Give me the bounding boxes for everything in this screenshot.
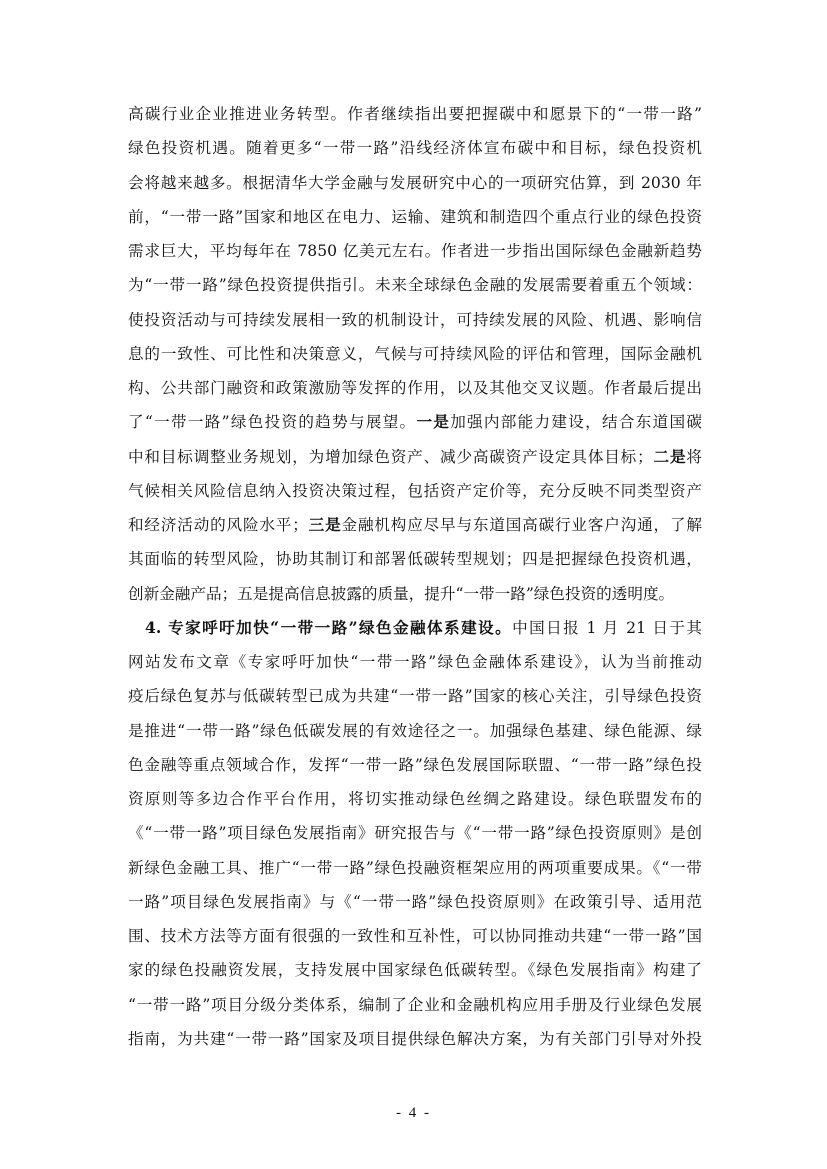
text-line: 色金融等重点领域合作，发挥“一带一路”绿色发展国际联盟、“一带一路”绿色投	[128, 755, 702, 774]
bold-lead: 二是	[652, 446, 687, 466]
page-number: - 4 -	[396, 1105, 431, 1121]
text-line: 资原则等多边合作平台作用，将切实推动绿色丝绸之路建设。绿色联盟发布的	[128, 790, 702, 808]
text-line: 使投资活动与可持续发展相一致的机制设计，可持续发展的风险、机遇、影响信	[128, 310, 702, 329]
text-line: 是推进“一带一路”绿色低碳发展的有效途径之一。加强绿色基建、绿色能源、绿	[128, 721, 702, 740]
section-heading: 4. 专家呼吁加快“一带一路”绿色金融体系建设。	[145, 617, 513, 637]
text-line: 网站发布文章《专家呼吁加快“一带一路”绿色金融体系建设》，认为当前推动	[128, 653, 702, 671]
bold-lead: 一是	[416, 412, 451, 432]
text-line: 会将越来越多。根据清华大学金融与发展研究中心的一项研究估算，到 2030 年	[128, 173, 702, 192]
text-line: 中和目标调整业务规划，为增加绿色资产、减少高碳资产设定具体目标；二是将	[128, 446, 702, 466]
section-heading-line: 4. 专家呼吁加快“一带一路”绿色金融体系建设。中国日报 1 月 21 日于其	[145, 617, 702, 637]
text-line: 新绿色金融工具、推广“一带一路”绿色投融资框架应用的两项重要成果。《“一带	[128, 858, 702, 877]
text-line: 气候相关风险信息纳入投资决策过程，包括资产定价等，充分反映不同类型资产	[128, 481, 702, 500]
text-line: 疫后绿色复苏与低碳转型已成为共建“一带一路”国家的核心关注，引导绿色投资	[128, 687, 702, 706]
text-line: 构、公共部门融资和政策激励等发挥的作用，以及其他交叉议题。作者最后提出	[128, 379, 702, 397]
text-line: 为“一带一路”绿色投资提供指引。未来全球绿色金融的发展需要着重五个领域：	[128, 276, 702, 295]
body-text	[128, 97, 702, 1056]
text-line: 创新金融产品；五是提高信息披露的质量，提升“一带一路”绿色投资的透明度。	[128, 584, 675, 603]
text-line: 围、技术方法等方面有很强的一致性和互补性，可以协同推动共建“一带一路”国	[128, 927, 702, 945]
text-line: 一路”项目绿色发展指南》与《“一带一路”绿色投资原则》在政策引导、适用范	[128, 892, 702, 911]
text-line: 绿色投资机遇。随着更多“一带一路”沿线经济体宣布碳中和目标，绿色投资机	[128, 139, 702, 158]
text-line: 前，“一带一路”国家和地区在电力、运输、建筑和制造四个重点行业的绿色投资	[128, 207, 702, 226]
text-line: 其面临的转型风险，协助其制订和部署低碳转型规划；四是把握绿色投资机遇，	[128, 550, 702, 569]
text-line: 指南，为共建“一带一路”国家及项目提供绿色解决方案，为有关部门引导对外投	[128, 1029, 702, 1048]
text-line: 了“一带一路”绿色投资的趋势与展望。一是加强内部能力建设，结合东道国碳	[128, 412, 702, 432]
text-line: 《“一带一路”项目绿色发展指南》研究报告与《“一带一路”绿色投资原则》是创	[128, 824, 702, 843]
text-line: 需求巨大，平均每年在 7850 亿美元左右。作者进一步指出国际绿色金融新趋势	[128, 242, 702, 260]
bold-lead: 三是	[307, 515, 342, 534]
text-line: 和经济活动的风险水平；三是金融机构应尽早与东道国高碳行业客户沟通，了解	[128, 515, 702, 534]
text-line: 息的一致性、可比性和决策意义，气候与可持续风险的评估和管理，国际金融机	[128, 344, 702, 363]
text-line: “一带一路”项目分级分类体系，编制了企业和金融机构应用手册及行业绿色发展	[128, 995, 702, 1014]
text-line: 高碳行业企业推进业务转型。作者继续指出要把握碳中和愿景下的“一带一路”	[128, 105, 702, 123]
text-line: 家的绿色投融资发展，支持发展中国家绿色低碳转型。《绿色发展指南》构建了	[128, 961, 702, 980]
